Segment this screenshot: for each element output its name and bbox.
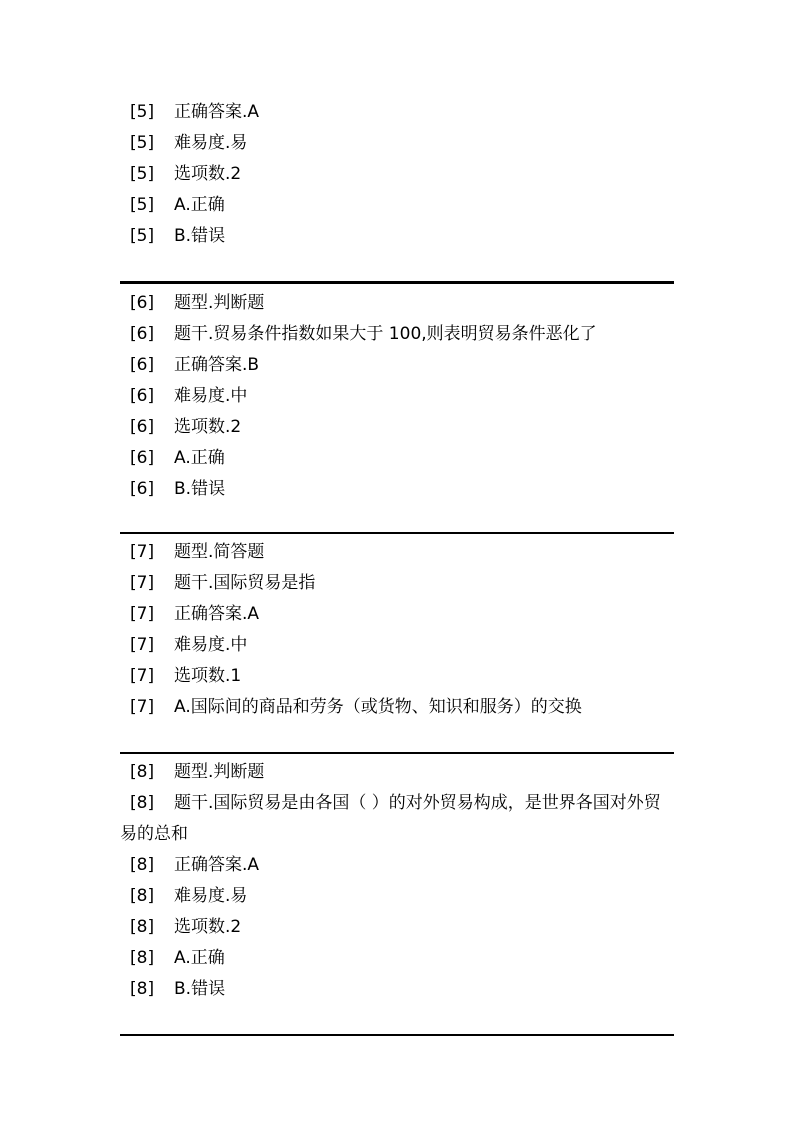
line-text: 题型.判断题 — [174, 293, 265, 313]
question-block-8 — [120, 757, 674, 1005]
line-text: 难易度.中 — [174, 386, 248, 406]
question-number: [5] — [130, 102, 155, 122]
document-page — [120, 97, 674, 1036]
line-answer — [120, 599, 674, 630]
question-number: [8] — [130, 948, 155, 968]
question-block-7 — [120, 537, 674, 723]
line-text: 正确答案.A — [174, 102, 260, 122]
question-number: [8] — [130, 917, 155, 937]
question-number: [6] — [130, 448, 155, 468]
line-text: 难易度.中 — [174, 635, 248, 655]
line-stem — [120, 788, 674, 850]
question-number: [8] — [130, 855, 155, 875]
line-option-a — [120, 943, 674, 974]
line-option-count — [120, 661, 674, 692]
question-number: [5] — [130, 164, 155, 184]
line-answer — [120, 350, 674, 381]
question-number: [7] — [130, 573, 155, 593]
line-text: 选项数.2 — [174, 164, 242, 184]
line-text: 正确答案.A — [174, 855, 260, 875]
question-number: [5] — [130, 195, 155, 215]
question-number: [8] — [130, 762, 155, 782]
question-number: [6] — [130, 324, 155, 344]
line-text: B.错误 — [174, 479, 226, 499]
question-number: [5] — [130, 133, 155, 153]
line-text: 正确答案.A — [174, 604, 260, 624]
section-divider — [120, 1034, 674, 1036]
question-number: [6] — [130, 386, 155, 406]
line-text: A.国际间的商品和劳务（或货物、知识和服务）的交换 — [174, 697, 582, 717]
line-text: 题型.简答题 — [174, 542, 265, 562]
line-type — [120, 537, 674, 568]
question-number: [8] — [130, 793, 155, 813]
line-option-count — [120, 912, 674, 943]
line-text: 难易度.易 — [174, 886, 248, 906]
line-answer — [120, 850, 674, 881]
line-option-a — [120, 692, 674, 723]
question-number: [8] — [130, 886, 155, 906]
question-number: [8] — [130, 979, 155, 999]
line-option-b — [120, 474, 674, 505]
line-difficulty — [120, 128, 674, 159]
line-text: 正确答案.B — [174, 355, 260, 375]
line-difficulty — [120, 381, 674, 412]
line-stem — [120, 568, 674, 599]
line-option-count — [120, 412, 674, 443]
line-text: 选项数.2 — [174, 917, 242, 937]
line-difficulty — [120, 881, 674, 912]
question-number: [7] — [130, 666, 155, 686]
question-block-5 — [120, 97, 674, 252]
question-number: [5] — [130, 226, 155, 246]
line-answer — [120, 97, 674, 128]
line-type — [120, 757, 674, 788]
line-option-count — [120, 159, 674, 190]
line-option-a — [120, 190, 674, 221]
question-number: [6] — [130, 355, 155, 375]
line-text: B.错误 — [174, 226, 226, 246]
question-number: [6] — [130, 417, 155, 437]
question-number: [7] — [130, 635, 155, 655]
line-text: 难易度.易 — [174, 133, 248, 153]
question-number: [6] — [130, 479, 155, 499]
line-option-a — [120, 443, 674, 474]
question-number: [7] — [130, 542, 155, 562]
line-text: A.正确 — [174, 195, 225, 215]
line-text: 题干.国际贸易是指 — [174, 573, 316, 593]
question-number: [6] — [130, 293, 155, 313]
question-number: [7] — [130, 604, 155, 624]
line-text: A.正确 — [174, 448, 225, 468]
line-text: 选项数.1 — [174, 666, 242, 686]
line-text: 题型.判断题 — [174, 762, 265, 782]
line-text: A.正确 — [174, 948, 225, 968]
line-text: 题干.贸易条件指数如果大于 100,则表明贸易条件恶化了 — [174, 324, 597, 344]
line-option-b — [120, 974, 674, 1005]
line-type — [120, 288, 674, 319]
line-difficulty — [120, 630, 674, 661]
line-option-b — [120, 221, 674, 252]
line-stem — [120, 319, 674, 350]
question-number: [7] — [130, 697, 155, 717]
question-block-6 — [120, 288, 674, 505]
line-text: 选项数.2 — [174, 417, 242, 437]
line-text: B.错误 — [174, 979, 226, 999]
line-text: 题干.国际贸易是由各国（ ）的对外贸易构成，是世界各国对外贸易的总和 — [120, 793, 661, 844]
